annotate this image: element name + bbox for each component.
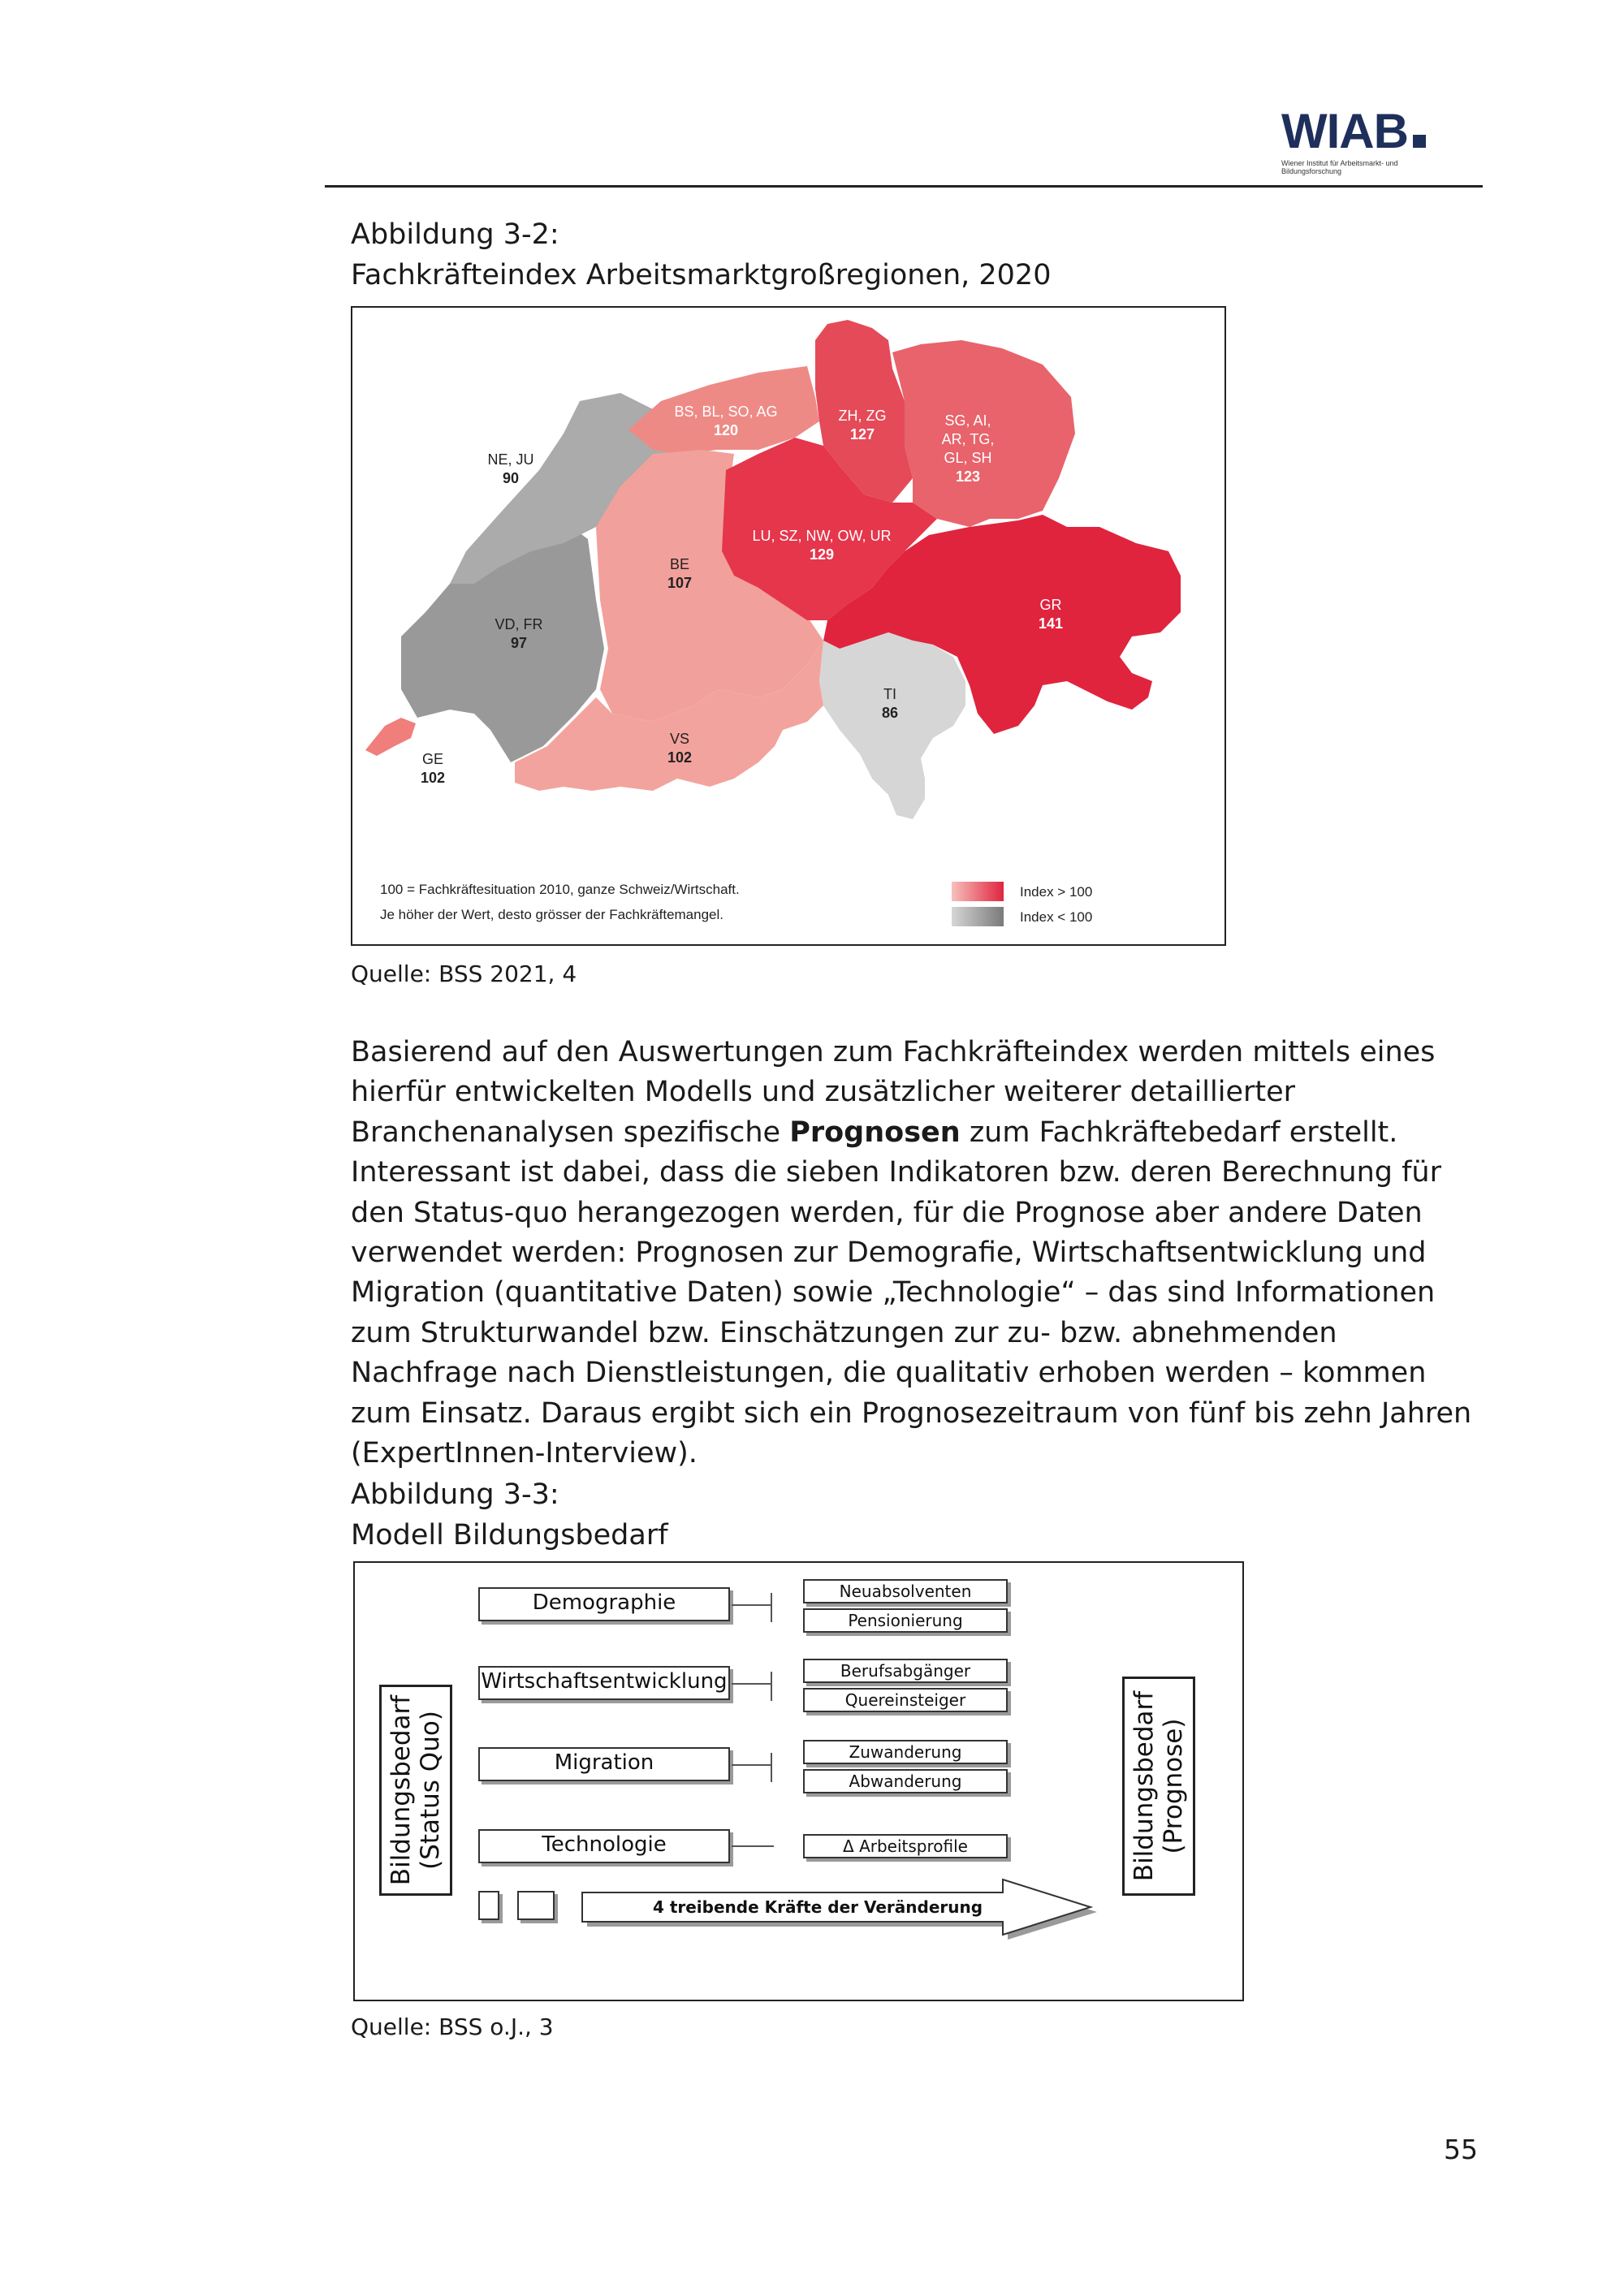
item-neuabsolventen: Neuabsolventen [803, 1579, 1008, 1603]
switzerland-map [352, 308, 1224, 944]
value-ge: 102 [420, 770, 446, 786]
figure2-title: Modell Bildungsbedarf [351, 1519, 668, 1552]
item-abwanderung: Abwanderung [803, 1769, 1008, 1793]
item-berufsabgaenger: Berufsabgänger [803, 1659, 1008, 1683]
map-note-2: Je höher der Wert, desto grösser der Fachkräftemangel. [380, 907, 723, 922]
figure1-label: Abbildung 3-2: [351, 218, 559, 251]
paragraph-text-2: zum Fachkräftebedarf erstellt. Interessant ist dabei, dass die sieben Indikatoren bzw. deren Berechnung für den Status-quo herangezogen werden, für die Prognose aber andere Daten verwendet werden: Prognosen zur Demografie, Wirtschaftsentwicklung und Migration (quantitative Daten) sowie „Technologie“ – das sind Informationen zum Strukturwandel bzw. Einschätzungen zur zu- bzw. abnehmenden Nachfrage nach Dienstleistungen, die qualitativ erhoben werden – kommen zum Einsatz. Daraus ergibt sich ein Prognosezeitraum von fünf bis zehn Jahren (ExpertInnen-Interview). [351, 1116, 1472, 1470]
figure2-label: Abbildung 3-3: [351, 1478, 559, 1511]
figure1-title: Fachkräfteindex Arbeitsmarktgroßregionen, 2020 [351, 259, 1052, 291]
label-lu-sz: LU, SZ, NW, OW, UR [752, 528, 892, 544]
label-ti: TI [883, 686, 896, 702]
header-rule [325, 185, 1483, 188]
label-vs: VS [669, 731, 690, 747]
paragraph-bold: Prognosen [789, 1116, 961, 1149]
status-quo-box [379, 1685, 452, 1896]
connector-2 [732, 1683, 772, 1685]
logo-subtitle: Wiener Institut für Arbeitsmarkt- und Bildungsforschung [1281, 159, 1398, 175]
figure1-caption [351, 214, 1051, 296]
value-be: 107 [667, 575, 693, 591]
item-zuwanderung: Zuwanderung [803, 1740, 1008, 1764]
value-vd-fr: 97 [510, 635, 528, 651]
page-number: 55 [1444, 2134, 1478, 2165]
value-sg: 123 [955, 468, 981, 485]
label-sg-line3: GL, SH [944, 450, 992, 466]
connector-3 [732, 1764, 772, 1766]
prognose-label: Bildungsbedarf (Prognose) [1129, 1690, 1188, 1882]
legend-label-low: Index < 100 [1020, 909, 1093, 925]
figure2-caption [351, 1474, 668, 1556]
map-figure [351, 306, 1226, 946]
small-square-1 [478, 1891, 499, 1920]
connector-1 [732, 1604, 772, 1606]
logo-text: WIAB [1281, 104, 1408, 158]
item-pensionierung: Pensionierung [803, 1608, 1008, 1633]
label-ne-ju: NE, JU [487, 451, 534, 468]
connector-4 [732, 1845, 774, 1847]
value-zh-zg: 127 [849, 426, 875, 442]
map-note-1: 100 = Fachkräftesituation 2010, ganze Schweiz/Wirtschaft. [380, 882, 740, 897]
label-ge: GE [421, 751, 444, 767]
connector-1v [771, 1593, 772, 1622]
model-figure [353, 1561, 1244, 2001]
label-be: BE [669, 556, 690, 572]
label-gr: GR [1039, 597, 1062, 613]
label-sg-group [942, 412, 995, 466]
item-quereinsteiger: Quereinsteiger [803, 1688, 1008, 1712]
label-zh-zg: ZH, ZG [838, 408, 887, 424]
label-vd-fr: VD, FR [495, 616, 543, 632]
status-quo-label: Bildungsbedarf (Status Quo) [387, 1694, 445, 1886]
label-sg-line1: SG, AI, [944, 412, 991, 429]
change-arrow-label: 4 treibende Kräfte der Veränderung [652, 1897, 983, 1917]
item-arbeitsprofile: Δ Arbeitsprofile [803, 1834, 1008, 1858]
region-ti [819, 632, 965, 819]
connector-2v [771, 1672, 772, 1701]
driver-migration: Migration [478, 1747, 730, 1781]
prognose-box [1122, 1677, 1195, 1896]
driver-demographie: Demographie [478, 1587, 730, 1621]
figure1-source: Quelle: BSS 2021, 4 [351, 960, 577, 987]
value-gr: 141 [1038, 615, 1064, 632]
paragraph-text-1: Basierend auf den Auswertungen zum Fachkräfteindex werden mittels eines hierfür entwickelten Modells und zusätzlicher weiterer detaillierter Branchenanalysen spezifische [351, 1036, 1436, 1149]
logo-square-icon [1413, 135, 1426, 148]
driver-wirtschaft: Wirtschaftsentwicklung [478, 1666, 730, 1700]
label-sg-line2: AR, TG, [941, 431, 995, 447]
legend-swatch-low [952, 907, 1004, 926]
region-ge [365, 718, 416, 756]
body-paragraph [351, 1033, 1488, 1474]
wiab-logo [1281, 104, 1444, 180]
driver-technologie: Technologie [478, 1829, 730, 1863]
connector-3v [771, 1753, 772, 1782]
small-square-2 [517, 1891, 555, 1920]
label-bs-bl-so-ag: BS, BL, SO, AG [674, 404, 778, 420]
legend-label-high: Index > 100 [1020, 884, 1093, 900]
value-lu-sz: 129 [809, 546, 835, 563]
legend-swatch-high [952, 882, 1004, 901]
value-bs-bl-so-ag: 120 [713, 422, 739, 438]
value-vs: 102 [667, 749, 693, 766]
value-ne-ju: 90 [502, 470, 520, 486]
change-arrow [574, 1878, 1102, 1940]
value-ti: 86 [881, 705, 899, 721]
figure2-source: Quelle: BSS o.J., 3 [351, 2013, 554, 2040]
